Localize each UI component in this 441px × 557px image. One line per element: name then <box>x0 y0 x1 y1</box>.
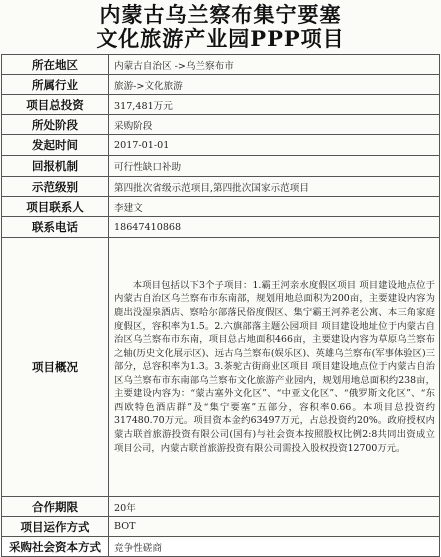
row-label-contact: 项目联系人 <box>2 197 109 217</box>
row-value-cooperation-term: 20年 <box>109 497 440 517</box>
title-line-2: 文化旅游产业园PPP项目 <box>96 26 345 51</box>
table-row <box>2 135 440 156</box>
table-row <box>2 55 440 75</box>
row-value-industry: 旅游->文化旅游 <box>109 75 440 95</box>
row-label-industry: 所属行业 <box>2 75 109 95</box>
row-value-return-mechanism: 可行性缺口补助 <box>109 156 440 177</box>
row-value-operation-mode: BOT <box>109 517 440 537</box>
table-row <box>2 177 440 197</box>
row-value-total-investment: 317,481万元 <box>109 95 440 115</box>
row-label-cooperation-term: 合作期限 <box>2 497 109 517</box>
row-value-contact: 李建文 <box>109 197 440 217</box>
row-value-overview: 本项目包括以下3个子项目：1.霸王河亲水度假区项目 项目建设地点位于内蒙古自治区乌兰察布市东南部，规划用地总面积为200亩，主要建设内容为鹿出没湿泉酒店、察哈尔部落民俗度假区、集宁霸王河养老公寓、本三角家庭度假区，容积率为1.5。2.六旗部落主题公园项目 项目建设地址位于内蒙古自治区乌兰察布市东南，项目总占地面积466亩，主要建设内容为草原乌兰察布之轴(历史文化展示区)、远古乌兰察布(娱乐区)、英雄乌兰察布(军事体验区)三部分，总容积率为1.3。3.茶驼古街商业区项目 项目建设地点位于内蒙古自治区乌兰察布市东南部乌兰察布文化旅游产业园内，规划用地总面积约238亩，主要建设内容为：“蒙古塞外文化区”、“中亚文化区”、“俄罗斯文化区”、“东西欧特色酒店群”及“集宁要塞”五部分，容积率0.66。本项目总投资约317480.70万元。项目资本金约63497万元，占总投资约20%。政府授权内蒙古联首旅游投资有限公司(国有)与社会资本按照股权比例2:8共同出资成立项目公司，内蒙古联首旅游投资有限公司需投入股权投资12700万元。 <box>109 238 440 497</box>
row-value-launch-date: 2017-01-01 <box>109 135 440 156</box>
row-value-procurement-method: 竞争性磋商 <box>109 537 440 557</box>
table-row <box>2 517 440 537</box>
table-row <box>2 115 440 135</box>
row-value-demo-level: 第四批次省级示范项目,第四批次国家示范项目 <box>109 177 440 197</box>
row-label-demo-level: 示范级别 <box>2 177 109 197</box>
row-label-overview: 项目概况 <box>2 238 109 497</box>
row-value-stage: 采购阶段 <box>109 115 440 135</box>
table-row <box>2 95 440 115</box>
row-label-launch-date: 发起时间 <box>2 135 109 156</box>
row-label-total-investment: 项目总投资 <box>2 95 109 115</box>
table-row <box>2 497 440 517</box>
row-label-procurement-method: 采购社会资本方式 <box>2 537 109 557</box>
title-line-1: 内蒙古乌兰察布集宁要塞 <box>99 2 342 27</box>
table-row <box>2 75 440 95</box>
row-label-region: 所在地区 <box>2 55 109 75</box>
row-label-operation-mode: 项目运作方式 <box>2 517 109 537</box>
row-label-return-mechanism: 回报机制 <box>2 156 109 177</box>
table-row <box>2 197 440 217</box>
project-info-table <box>1 54 440 557</box>
row-label-stage: 所处阶段 <box>2 115 109 135</box>
table-row <box>2 217 440 238</box>
row-label-phone: 联系电话 <box>2 217 109 238</box>
row-value-phone: 18647410868 <box>109 217 440 238</box>
row-value-region: 内蒙古自治区 ->乌兰察布市 <box>109 55 440 75</box>
table-row <box>2 156 440 177</box>
table-row <box>2 238 440 497</box>
